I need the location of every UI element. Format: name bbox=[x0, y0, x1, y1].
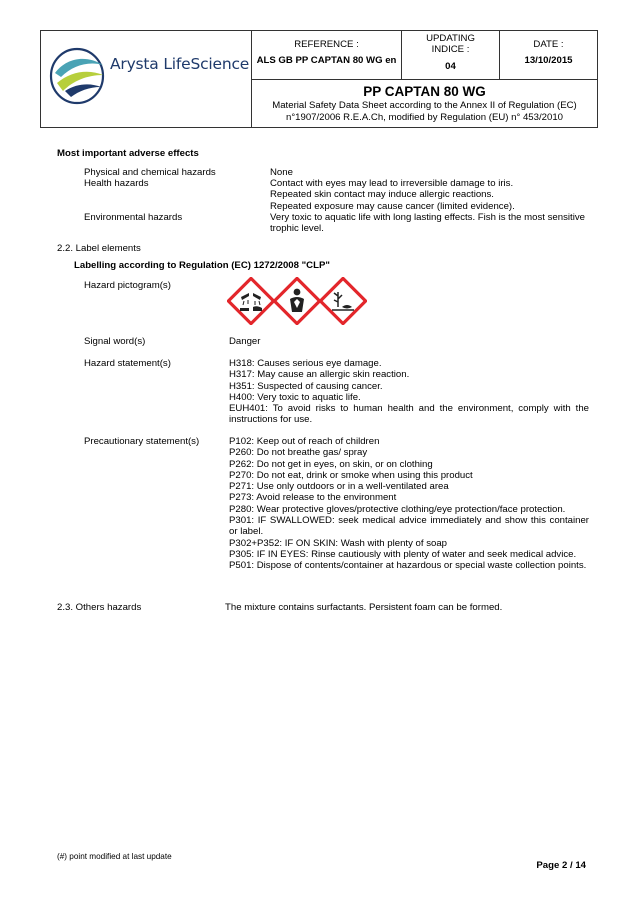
precautionary-line: P260: Do not breathe gas/ spray bbox=[229, 447, 368, 459]
pictogram-label: Hazard pictogram(s) bbox=[84, 280, 171, 291]
precautionary-statements bbox=[229, 436, 589, 572]
title-cell bbox=[251, 79, 597, 127]
label-elements-heading: 2.2. Label elements bbox=[57, 243, 141, 254]
others-label: 2.3. Others hazards bbox=[57, 602, 142, 613]
date-value: 13/10/2015 bbox=[524, 55, 573, 66]
environment-icon bbox=[319, 277, 367, 325]
env-label: Environmental hazards bbox=[84, 212, 183, 223]
env-statements bbox=[270, 212, 590, 235]
hazard-line: H400: Very toxic to aquatic life. bbox=[229, 391, 361, 403]
hazard-line: H351: Suspected of causing cancer. bbox=[229, 380, 383, 392]
signal-label: Signal word(s) bbox=[84, 336, 146, 347]
reference-value: ALS GB PP CAPTAN 80 WG en bbox=[256, 55, 397, 66]
precautionary-line: P301: IF SWALLOWED: seek medical advice immediately and show this container bbox=[229, 515, 589, 527]
precautionary-line: P305: IF IN EYES: Rinse cautiously with plenty of water and seek medical advice. bbox=[229, 548, 577, 560]
company-logo bbox=[41, 31, 251, 127]
precautionary-line: P262: Do not get in eyes, on skin, or on clothing bbox=[229, 458, 433, 470]
subtitle-line-1: Material Safety Data Sheet according to the Annex II of Regulation (EC) bbox=[272, 100, 577, 111]
health-label: Health hazards bbox=[84, 178, 149, 189]
hazard-line: H318: Causes serious eye damage. bbox=[229, 358, 382, 369]
clp-heading: Labelling according to Regulation (EC) 1272/2008 "CLP" bbox=[74, 260, 330, 271]
hazard-line: H317: May cause an allergic skin reaction. bbox=[229, 369, 410, 381]
signal-value: Danger bbox=[229, 336, 261, 347]
physical-label: Physical and chemical hazards bbox=[84, 167, 216, 178]
date-cell bbox=[499, 31, 597, 79]
env-line: trophic level. bbox=[270, 223, 324, 235]
health-statements bbox=[270, 178, 590, 212]
precautionary-line: or label. bbox=[229, 526, 264, 538]
indice-label: INDICE : bbox=[431, 44, 470, 55]
others-value: The mixture contains surfactants. Persistent foam can be formed. bbox=[225, 602, 503, 613]
logo-wordmark: Arysta LifeScience bbox=[110, 55, 250, 73]
precautionary-line: P280: Wear protective gloves/protective clothing/eye protection/face protection. bbox=[229, 503, 566, 515]
logo-mark-icon bbox=[47, 43, 109, 109]
precautionary-line: P102: Keep out of reach of children bbox=[229, 436, 380, 447]
adverse-heading: Most important adverse effects bbox=[57, 148, 199, 159]
updating-label: UPDATING bbox=[426, 33, 475, 44]
hazard-label: Hazard statement(s) bbox=[84, 358, 171, 369]
precautionary-line: P273: Avoid release to the environment bbox=[229, 492, 397, 504]
precautionary-label: Precautionary statement(s) bbox=[84, 436, 200, 447]
precautionary-line: P270: Do not eat, drink or smoke when using this product bbox=[229, 469, 473, 481]
health-hazard-icon bbox=[273, 277, 321, 325]
physical-value: None bbox=[270, 167, 293, 178]
hazard-line: instructions for use. bbox=[229, 414, 313, 426]
reference-label: REFERENCE : bbox=[294, 39, 359, 50]
health-line: Contact with eyes may lead to irreversible damage to iris. bbox=[270, 178, 514, 189]
corrosion-icon bbox=[227, 277, 275, 325]
product-title: PP CAPTAN 80 WG bbox=[363, 84, 486, 99]
updating-value: 04 bbox=[445, 61, 456, 72]
precautionary-line: P501: Dispose of contents/container at hazardous or special waste collection points. bbox=[229, 560, 587, 572]
health-line: Repeated skin contact may induce allergic reactions. bbox=[270, 189, 494, 201]
hazard-statements bbox=[229, 358, 589, 426]
env-line: Very toxic to aquatic life with long lasting effects. Fish is the most sensitive bbox=[270, 212, 585, 223]
updating-cell bbox=[401, 31, 499, 79]
footer-note: (#) point modified at last update bbox=[57, 852, 172, 861]
health-line: Repeated exposure may cause cancer (limited evidence). bbox=[270, 200, 515, 212]
reference-cell bbox=[251, 31, 401, 79]
precautionary-line: P271: Use only outdoors or in a well-ventilated area bbox=[229, 481, 449, 493]
date-label: DATE : bbox=[533, 39, 564, 50]
hazard-line: EUH401: To avoid risks to human health and the environment, comply with the bbox=[229, 403, 589, 415]
page-number: Page 2 / 14 bbox=[536, 860, 586, 871]
document-header bbox=[40, 30, 598, 128]
subtitle-line-2: n°1907/2006 R.E.A.Ch, modified by Regulation (EU) n° 453/2010 bbox=[285, 112, 563, 123]
precautionary-line: P302+P352: IF ON SKIN: Wash with plenty of soap bbox=[229, 537, 448, 549]
